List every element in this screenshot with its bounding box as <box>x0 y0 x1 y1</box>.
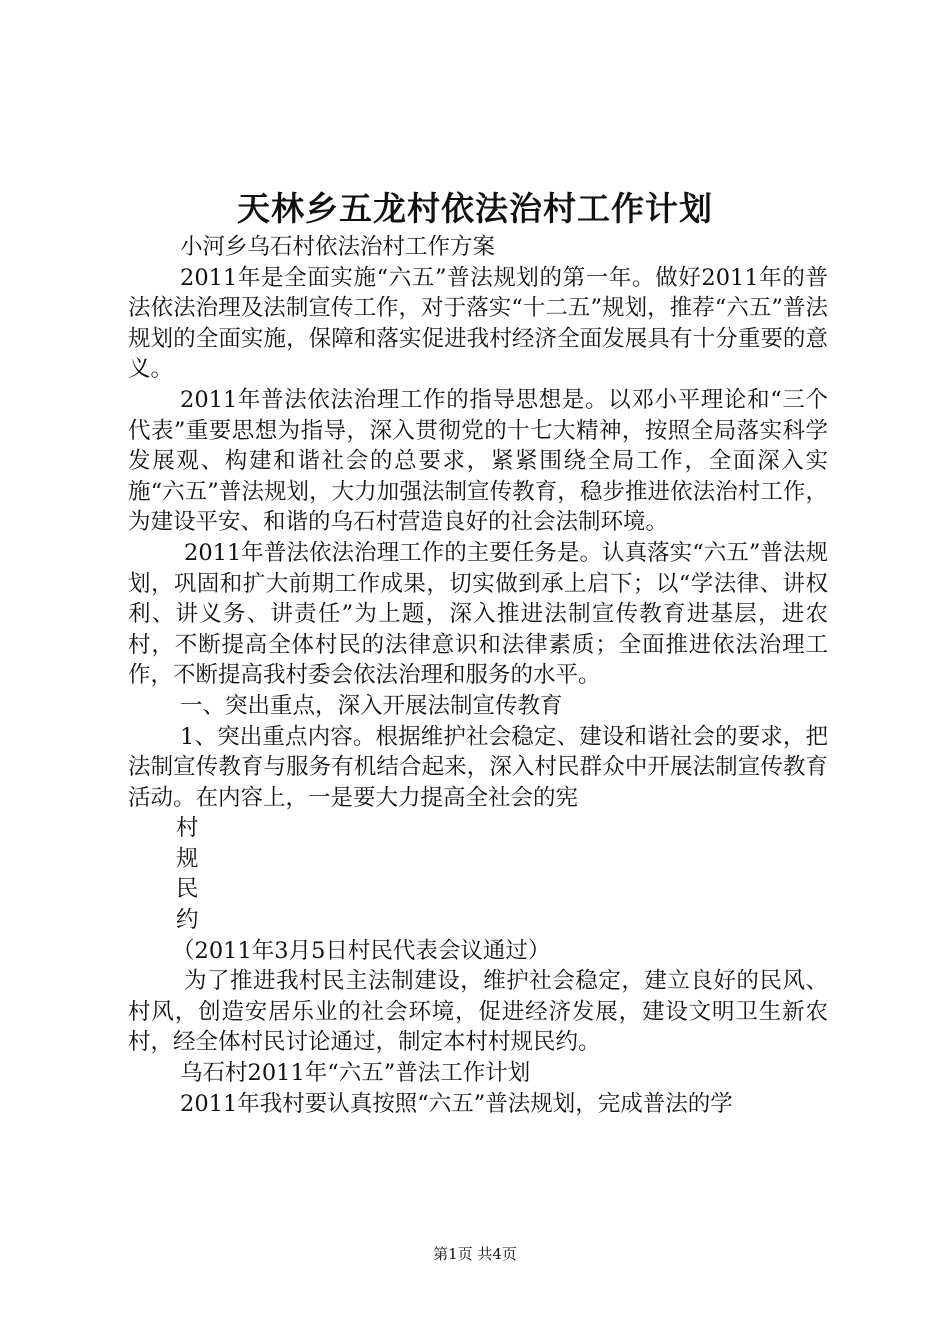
vertical-char-1: 村 <box>176 815 199 842</box>
document-title: 天林乡五龙村依法治村工作计划 <box>237 189 713 228</box>
section-heading-plan: 乌石村2011年“六五”普法工作计划 <box>180 1060 531 1087</box>
section-heading-1: 一、突出重点，深入开展法制宣传教育 <box>180 692 563 719</box>
paragraph-guiding-thought: 2011年普法依法治理工作的指导思想是。以邓小平理论和“三个代表”重要思想为指导，深入贯彻党的十七大精神，按照全局落实科学发展观、构建和谐社会的总要求，紧紧围绕全局工作，全面深入实施“六五”普法规划，大力加强法制宣传教育，稳步推进依法治村工作，为建设平安、和谐的乌石村营造良好的社会法制环境。 <box>128 386 828 536</box>
vertical-char-4: 约 <box>176 907 199 934</box>
paragraph-subtitle: 小河乡乌石村依法治村工作方案 <box>180 234 496 260</box>
paragraph-main-tasks: 2011年普法依法治理工作的主要任务是。认真落实“六五”普法规划，巩固和扩大前期工作成果，切实做到承上启下；以“学法律、讲权利、讲义务、讲责任”为上题，深入推进法制宣传教育进基层，进农村，不断提高全体村民的法律意识和法律素质；全面推进依法治理工作，不断提高我村委会依法治理和服务的水平。 <box>128 539 828 689</box>
paragraph-intro: 2011年是全面实施“六五”普法规划的第一年。做好2011年的普法依法治理及法制宣传工作，对于落实“十二五”规划，推荐“六五”普法规划的全面实施，保障和落实促进我村经济全面发展具有十分重要的意义。 <box>128 264 828 383</box>
paragraph-key-content: 1、突出重点内容。根据维护社会稳定、建设和谐社会的要求，把法制宣传教育与服务有机结合起来，深入村民群众中开展法制宣传教育活动。在内容上，一是要大力提高全社会的宪 <box>128 723 828 811</box>
vertical-char-3: 民 <box>176 876 199 903</box>
page-number: 第1页 共4页 <box>433 1245 517 1263</box>
paragraph-plan-start: 2011年我村要认真按照“六五”普法规划，完成普法的学 <box>180 1090 733 1117</box>
adoption-date: （2011年3月5日村民代表会议通过） <box>172 937 551 964</box>
paragraph-village-rules: 为了推进我村民主法制建设，维护社会稳定，建立良好的民风、村风，创造安居乐业的社会环境，促进经济发展，建设文明卫生新农村，经全体村民讨论通过，制定本村村规民约。 <box>128 968 828 1056</box>
vertical-char-2: 规 <box>176 845 199 872</box>
document-body <box>128 232 828 1119</box>
